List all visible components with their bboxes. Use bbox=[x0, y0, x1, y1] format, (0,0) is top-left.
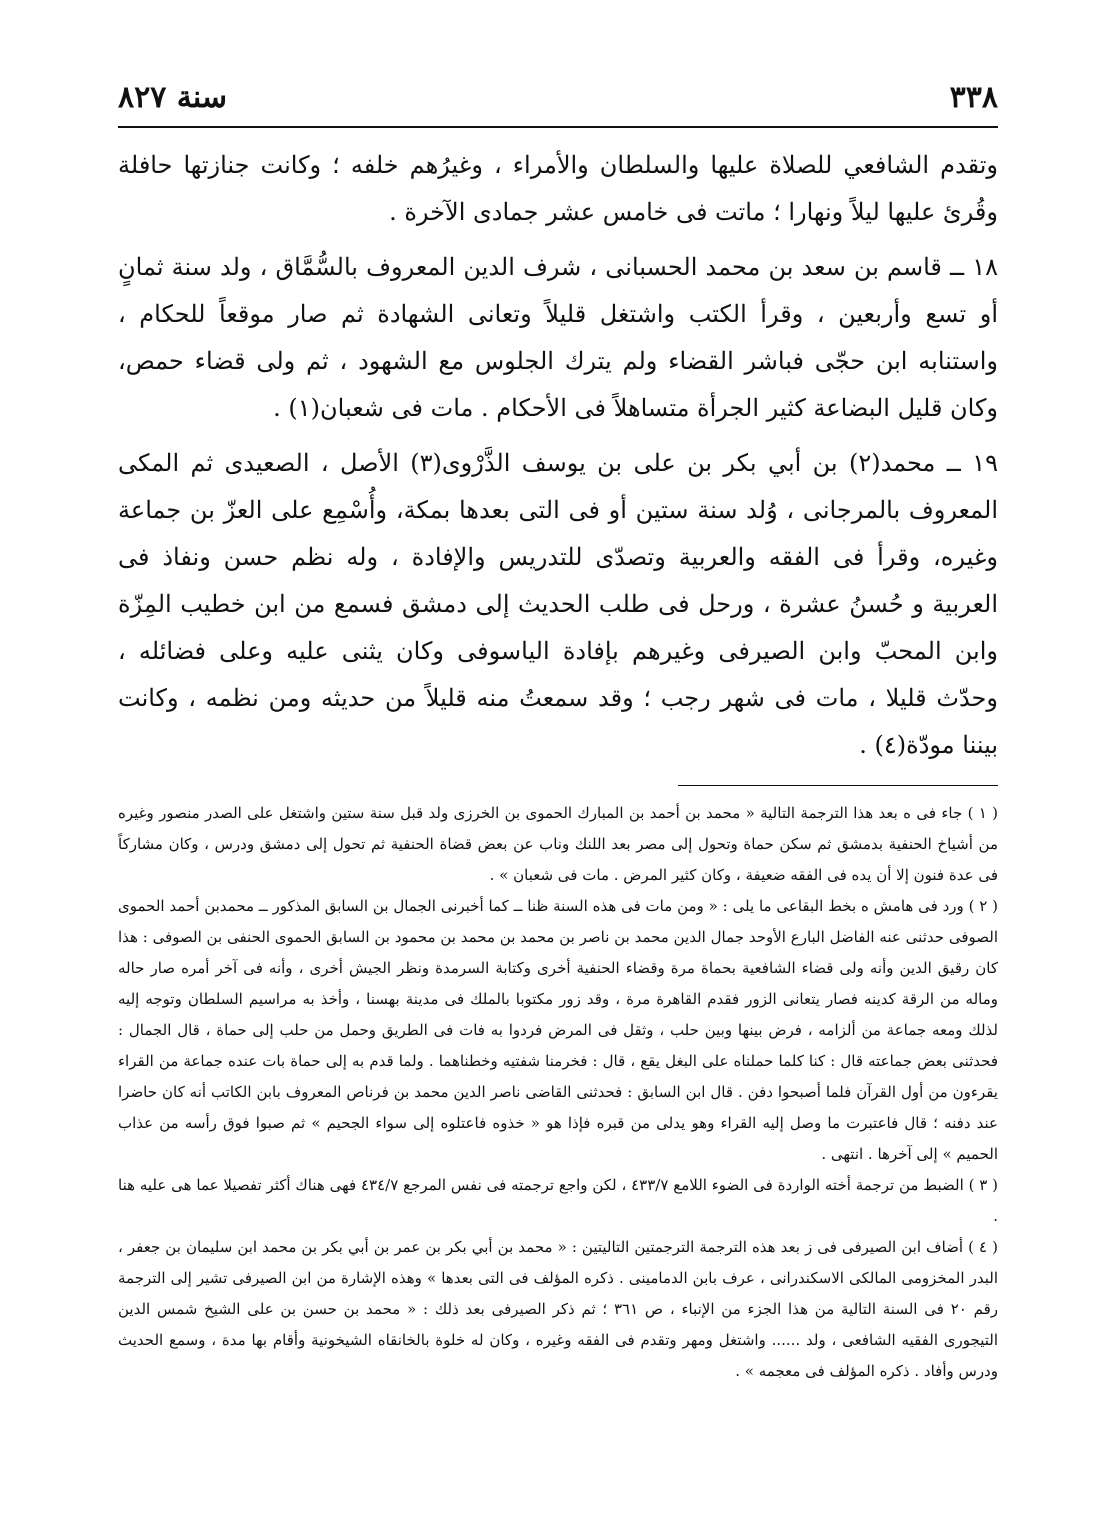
footnote-3: ( ٣ ) الضبط من ترجمة أخته الواردة فى الضوء اللامع ٤٣٣/٧ ، لكن واجع ترجمته فى نفس المرجع ٤٣٤/٧ فهى هناك أكثر تفصيلا عما هى عليه هنا . bbox=[118, 1176, 999, 1225]
paragraph-continuation: وتقدم الشافعي للصلاة عليها والسلطان والأمراء ، وغيرُهم خلفه ؛ وكانت جنازتها حافلة وقُرئ عليها ليلاً ونهارا ؛ ماتت فى خامس عشر جمادى الآخرة . bbox=[118, 151, 998, 226]
page-header bbox=[118, 80, 998, 124]
year-heading: سنة ٨٢٧ bbox=[118, 80, 228, 115]
paragraph-entry-19: ١٩ ــ محمد(٢) بن أبي بكر بن على بن يوسف الذَّرْوى(٣) الأصل ، الصعيدى ثم المكى المعروف بالمرجانى ، وُلد سنة ستين أو فى التى بعدها بمكة، وأُسْمِع على العزّ بن جماعة وغيره، وقرأ فى الفقه والعربية وتصدّى للتدريس والإفادة ، وله نظم حسن ونفاذ فى العربية و حُسنُ عشرة ، ورحل فى طلب الحديث إلى دمشق فسمع من ابن خطيب المِزّة وابن المحبّ وابن الصيرفى وغيرهم بإفادة الياسوفى وكان يثنى عليه وعلى فضائله ، وحدّث قليلا ، مات فى شهر رجب ؛ وقد سمعتُ منه قليلاً من حديثه ومن نظمه ، وكانت بيننا مودّة(٤) . bbox=[118, 449, 998, 759]
footnote-4: ( ٤ ) أضاف ابن الصيرفى فى ز بعد هذه الترجمة الترجمتين التاليتين : « محمد بن أبي بكر بن عمر بن أبي بكر بن محمد ابن سليمان بن جعفر ، البدر المخزومى المالكى الاسكندرانى ، عرف بابن الدمامينى . ذكره المؤلف فى التى بعدها » وهذه الإشارة من ابن الصيرفى تشير إلى الترجمة رقم ٢٠ فى السنة التالية من هذا الجزء من الإنباء ، ص ٣٦١ ؛ ثم ذكر الصيرفى بعد ذلك : « محمد بن حسن بن على الشيخ شمس الدين التيجورى الفقيه الشافعى ، ولد ...... واشتغل ومهر وتقدم فى الفقه وغيره ، وكان له خلوة بالخانقاه الشيخونية وأقام بها مدة ، وسمع الحديث ودرس وأفاد . ذكره المؤلف فى معجمه » . bbox=[118, 1238, 998, 1380]
book-page bbox=[118, 80, 998, 1387]
header-divider bbox=[118, 126, 998, 128]
footnote-divider bbox=[678, 785, 998, 786]
footnote-2: ( ٢ ) ورد فى هامش ه بخط البقاعى ما يلى : « ومن مات فى هذه السنة ظنا ــ كما أخبرنى الجمال بن السابق المذكور ــ محمدبن أحمد الحموى الصوفى حدثنى عنه الفاضل البارع الأوحد جمال الدين محمد بن ناصر بن محمد بن محمد بن محمود بن السابق الحموى الحنفى بن الصوفى : هذا كان رقيق الدين وأنه ولى قضاء الشافعية بحماة مرة وقضاء الحنفية أخرى وكتابة السرمدة ونظر الجيش أخرى ، وأنه فى آخر أمره صار حاله وماله من الرقة كدينه فصار يتعانى الزور فقدم القاهرة مرة ، وقد زور مكتوبا بالملك فى مدينة بهسنا ، وأخذ به مراسيم السلطان وتوجه إليه لذلك ومعه جماعة من ألزامه ، فرض بينها وبين حلب ، وثقل فى المرض فردوا به فات فى الطريق وحمل من حلب إلى حماة ، قال الجمال : فحدثنى بعض جماعته قال : كنا كلما حملناه على البغل يقع ، قال : فخرمنا شفتيه وخطناهما . ولما قدم به إلى حماة بات عنده جماعة من القراء يقرءون من أول القرآن فلما أصبحوا دفن . قال ابن السابق : فحدثنى القاضى ناصر الدين محمد بن فرناص المعروف بابن الكاتب أنه كان حاضرا عند دفنه ؛ قال فاعتبرت ما وصل إليه القراء وهو يدلى من قبره فإذا هو « خذوه فاعتلوه إلى سواء الجحيم » ثم صبوا فوق رأسه من عذاب الحميم » إلى آخرها . انتهى . bbox=[118, 897, 999, 1163]
footnote-1: ( ١ ) جاء فى ه بعد هذا الترجمة التالية « محمد بن أحمد بن المبارك الحموى بن الخرزى ولد قبل سنة ستين واشتغل على الصدر منصور وغيره من أشياخ الحنفية بدمشق ثم سكن حماة وتحول إلى مصر بعد اللنك وناب عن بعض قضاة الحنفية ثم تحول إلى دمشق ودرس ، وكان مشاركاً فى عدة فنون إلا أن يده فى الفقه ضعيفة ، وكان كثير المرض . مات فى شعبان » . bbox=[118, 804, 998, 884]
page-number: ٣٣٨ bbox=[949, 80, 998, 115]
footnotes bbox=[118, 798, 998, 1387]
main-text bbox=[118, 142, 998, 769]
paragraph-entry-18: ١٨ ــ قاسم بن سعد بن محمد الحسبانى ، شرف الدين المعروف بالسُّمَّاق ، ولد سنة ثمانٍ أو تسع وأربعين ، وقرأ الكتب واشتغل قليلاً وتعانى الشهادة ثم صار موقعاً للحكام ، واستنابه ابن حجّى فباشر القضاء ولم يترك الجلوس مع الشهود ، ثم ولى قضاء حمص، وكان قليل البضاعة كثير الجرأة متساهلاً فى الأحكام . مات فى شعبان(١) . bbox=[118, 253, 998, 422]
